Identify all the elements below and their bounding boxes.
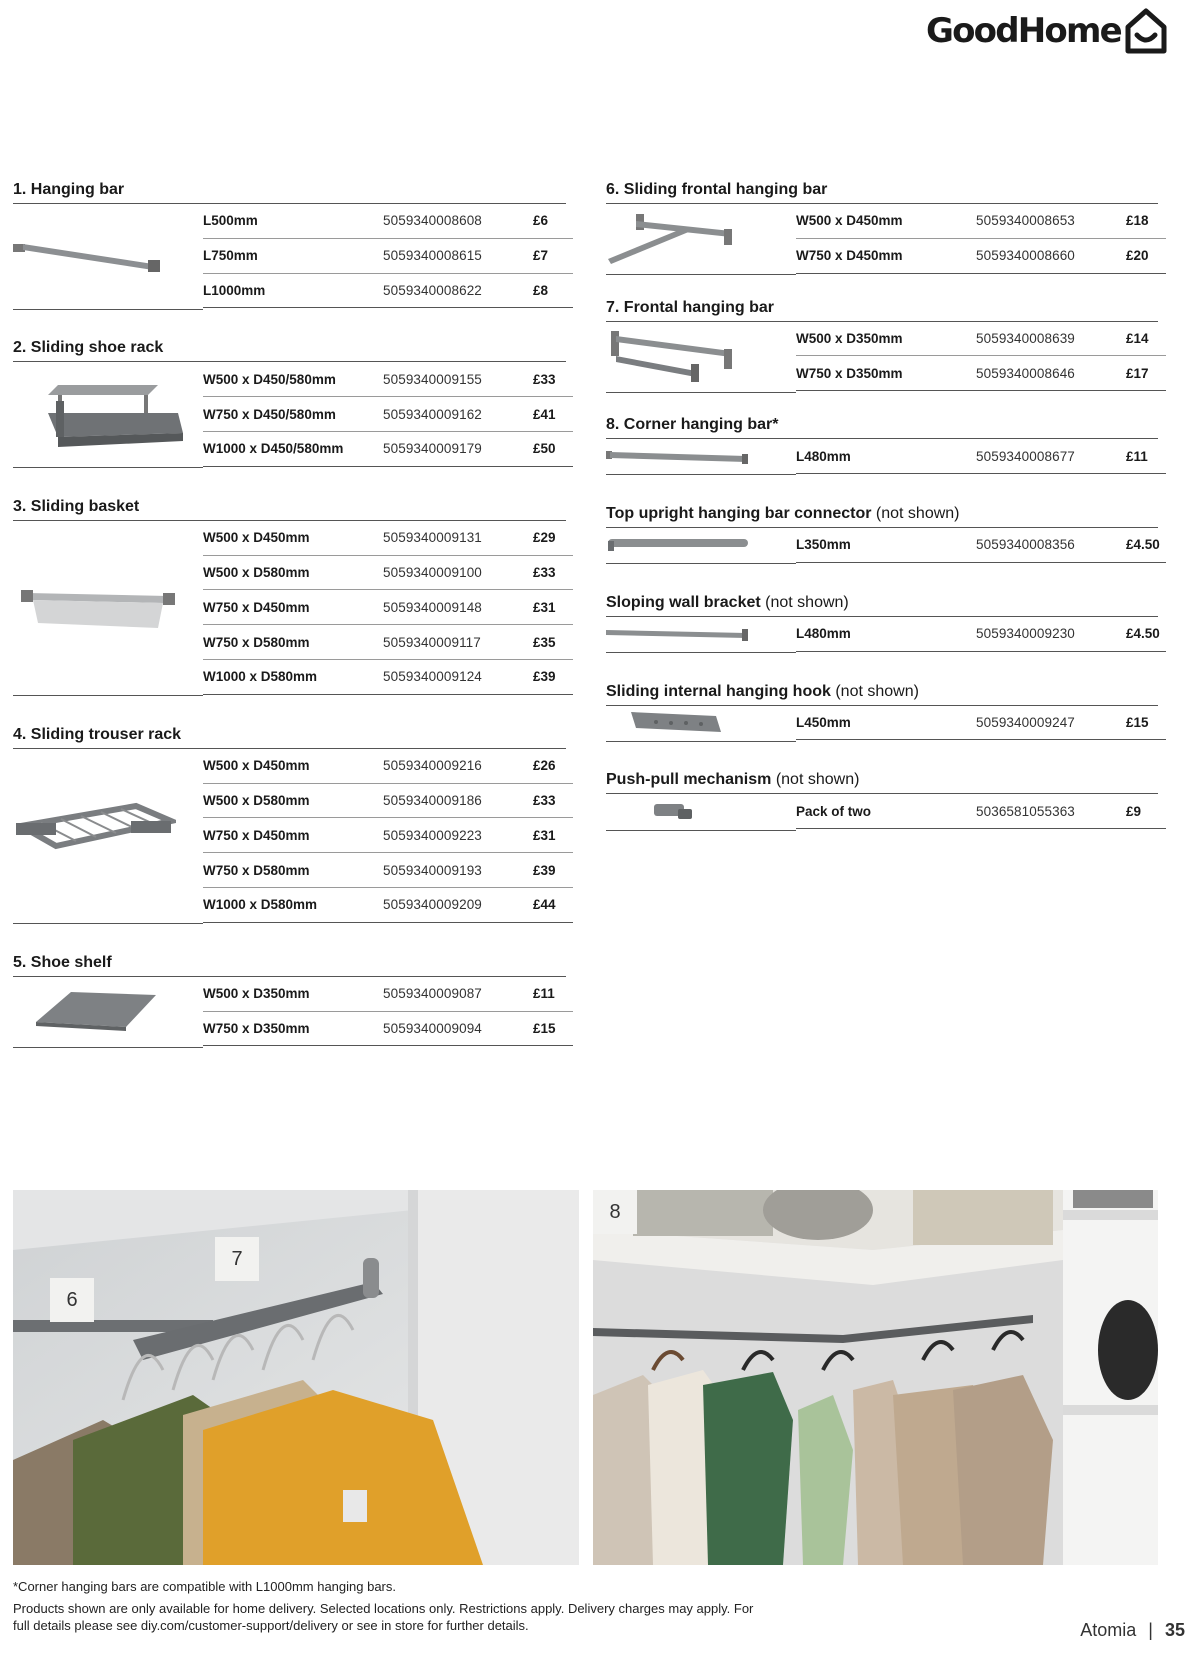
- wardrobe-photo-right: [593, 1190, 1158, 1565]
- product-price: £39: [533, 669, 556, 685]
- section-title-text: Top upright hanging bar connector: [606, 504, 872, 522]
- section-title-text: 2. Sliding shoe rack: [13, 339, 164, 357]
- product-section: [13, 721, 566, 923]
- table-row: [203, 888, 573, 923]
- range-name: Atomia: [1080, 1620, 1137, 1640]
- product-size: Pack of two: [796, 803, 872, 819]
- price-rows: [203, 362, 573, 466]
- product-price: £8: [533, 282, 549, 298]
- product-price: £41: [533, 406, 556, 422]
- corner-bar-icon: [606, 439, 796, 474]
- product-price: £4.50: [1126, 537, 1160, 553]
- product-size: W500 x D450mm: [203, 530, 310, 546]
- section-title-text: 1. Hanging bar: [13, 181, 125, 198]
- product-size: W1000 x D580mm: [203, 897, 318, 913]
- price-rows: [796, 617, 1166, 652]
- section-title-text: Sloping wall bracket: [606, 593, 761, 611]
- table-row: [203, 818, 573, 853]
- product-size: W750 x D580mm: [203, 634, 310, 650]
- price-rows: [796, 528, 1166, 563]
- page-number: 35: [1164, 1620, 1185, 1640]
- product-code: 5059340008622: [383, 282, 482, 298]
- product-code: 5059340008677: [976, 448, 1075, 464]
- product-price: £17: [1126, 365, 1149, 381]
- product-price: £20: [1126, 248, 1149, 264]
- product-size: W500 x D580mm: [203, 564, 310, 580]
- table-row: [203, 432, 573, 467]
- photo-badge-7: 7: [215, 1237, 259, 1281]
- product-section: [13, 493, 566, 695]
- product-price: £15: [1126, 714, 1149, 730]
- product-size: L480mm: [796, 448, 851, 464]
- hanging-hook-icon: [606, 706, 796, 741]
- product-price: £50: [533, 441, 556, 457]
- basket-icon: [13, 521, 203, 695]
- product-code: 5059340008615: [383, 248, 482, 264]
- product-code: 5059340009216: [383, 758, 482, 774]
- product-price: £35: [533, 634, 556, 650]
- section-title: [606, 589, 1158, 617]
- photo-frontal-hanging-bars: [13, 1190, 579, 1565]
- product-size: W750 x D350mm: [796, 365, 903, 381]
- table-row: [203, 784, 573, 819]
- table-row: [203, 853, 573, 888]
- product-section: [606, 678, 1158, 741]
- product-code: 5059340008653: [976, 213, 1075, 229]
- product-size: W750 x D450mm: [203, 599, 310, 615]
- product-code: 5059340009179: [383, 441, 482, 457]
- product-code: 5059340009131: [383, 530, 482, 546]
- hanging-bar-icon: [13, 204, 203, 308]
- product-size: W750 x D450/580mm: [203, 406, 336, 422]
- product-price: £39: [533, 862, 556, 878]
- table-row: [796, 528, 1166, 563]
- product-size: W750 x D580mm: [203, 862, 310, 878]
- table-row: [796, 439, 1166, 474]
- product-size: L500mm: [203, 213, 258, 229]
- connector-icon: [606, 528, 796, 563]
- table-row: [796, 239, 1166, 274]
- table-row: [203, 590, 573, 625]
- trouser-rack-icon: [13, 749, 203, 923]
- section-title-text: 7. Frontal hanging bar: [606, 298, 775, 316]
- product-price: £29: [533, 530, 556, 546]
- delivery-footnote: Products shown are only available for home delivery. Selected locations only. Restrictions apply. Delivery charges may apply. For full details please see diy.com/customer-support/delivery or see in store for further details.: [13, 1601, 754, 1633]
- product-price: £14: [1126, 330, 1149, 346]
- product-section: [606, 294, 1158, 392]
- price-rows: [203, 521, 573, 695]
- product-section: [13, 334, 566, 466]
- brand-logo: [926, 6, 1188, 56]
- table-row: [796, 356, 1166, 391]
- product-column-right: [606, 176, 1158, 829]
- product-code: 5059340009186: [383, 792, 482, 808]
- product-code: 5059340009223: [383, 827, 482, 843]
- price-rows: [796, 706, 1166, 741]
- table-row: [796, 794, 1166, 829]
- section-title-text: Push-pull mechanism: [606, 771, 772, 789]
- product-price: £9: [1126, 803, 1142, 819]
- table-row: [796, 706, 1166, 741]
- product-section: [13, 949, 566, 1047]
- product-size: W1000 x D580mm: [203, 669, 318, 685]
- product-code: 5059340009193: [383, 862, 482, 878]
- product-price: £11: [533, 986, 555, 1002]
- product-size: W500 x D450/580mm: [203, 371, 336, 387]
- product-code: 5059340008646: [976, 365, 1075, 381]
- product-code: 5059340009209: [383, 897, 482, 913]
- table-row: [203, 625, 573, 660]
- footnotes: [13, 1578, 773, 1639]
- product-price: £7: [533, 248, 549, 264]
- table-row: [796, 617, 1166, 652]
- section-title: [606, 766, 1158, 794]
- product-size: L480mm: [796, 626, 851, 642]
- product-price: £6: [533, 213, 549, 229]
- section-title-text: 8. Corner hanging bar*: [606, 416, 779, 434]
- house-icon: [1124, 7, 1168, 55]
- product-column-left: [13, 176, 566, 1046]
- price-rows: [796, 439, 1166, 474]
- product-code: 5059340008608: [383, 213, 482, 229]
- price-rows: [203, 977, 573, 1047]
- product-size: L350mm: [796, 537, 851, 553]
- photo-corner-hanging-bar: [593, 1190, 1158, 1565]
- section-title: [13, 949, 566, 977]
- table-row: [203, 274, 573, 309]
- table-row: [203, 977, 573, 1012]
- table-row: [203, 204, 573, 239]
- price-rows: [796, 794, 1166, 829]
- product-code: 5059340008639: [976, 330, 1075, 346]
- product-code: 5059340009124: [383, 669, 482, 685]
- table-row: [203, 1012, 573, 1047]
- section-title: [13, 334, 566, 362]
- table-row: [203, 660, 573, 695]
- lifestyle-photos: [13, 1190, 1158, 1565]
- product-price: £33: [533, 792, 556, 808]
- table-row: [796, 204, 1166, 239]
- product-size: W750 x D450mm: [203, 827, 310, 843]
- product-code: 5059340009094: [383, 1020, 482, 1036]
- shoe-rack-icon: [13, 362, 203, 466]
- product-code: 5059340009117: [383, 634, 481, 650]
- wardrobe-photo-left: [13, 1190, 579, 1565]
- product-price: £11: [1126, 448, 1148, 464]
- section-title: [606, 678, 1158, 706]
- product-price: £26: [533, 758, 556, 774]
- section-title-text: 6. Sliding frontal hanging bar: [606, 181, 828, 198]
- photo-badge-8: 8: [593, 1190, 637, 1234]
- product-size: L1000mm: [203, 282, 266, 298]
- product-code: 5059340009100: [383, 564, 482, 580]
- wall-bracket-icon: [606, 617, 796, 652]
- corner-bar-footnote: *Corner hanging bars are compatible with L1000mm hanging bars.: [13, 1579, 396, 1594]
- section-title: [606, 294, 1158, 322]
- table-row: [796, 322, 1166, 357]
- product-size: L750mm: [203, 248, 258, 264]
- footer-separator: |: [1148, 1620, 1153, 1640]
- section-title-text: Sliding internal hanging hook: [606, 682, 831, 700]
- product-section: [606, 766, 1158, 829]
- product-price: £44: [533, 897, 556, 913]
- table-row: [203, 362, 573, 397]
- section-title-note: (not shown): [760, 593, 849, 611]
- shoe-shelf-icon: [13, 977, 203, 1047]
- product-code: 5059340009155: [383, 371, 482, 387]
- section-title: [13, 493, 566, 521]
- price-rows: [796, 322, 1166, 392]
- section-title: [606, 500, 1158, 528]
- product-price: £15: [533, 1020, 556, 1036]
- table-row: [203, 749, 573, 784]
- section-title: [606, 176, 1158, 204]
- product-code: 5059340009162: [383, 406, 482, 422]
- product-size: W1000 x D450/580mm: [203, 441, 344, 457]
- product-size: W750 x D450mm: [796, 248, 903, 264]
- frontal-bar-icon: [606, 322, 796, 392]
- table-row: [203, 397, 573, 432]
- product-code: 5059340009148: [383, 599, 482, 615]
- product-size: W500 x D450mm: [203, 758, 310, 774]
- product-price: £4.50: [1126, 626, 1160, 642]
- product-code: 5036581055363: [976, 803, 1075, 819]
- product-section: [606, 411, 1158, 474]
- price-rows: [203, 204, 573, 308]
- product-code: 5059340008356: [976, 537, 1075, 553]
- section-title-note: (not shown): [830, 682, 919, 700]
- section-title-text: 3. Sliding basket: [13, 497, 140, 515]
- product-size: L450mm: [796, 714, 851, 730]
- table-row: [203, 239, 573, 274]
- product-code: 5059340009247: [976, 714, 1075, 730]
- section-title-note: (not shown): [771, 771, 860, 789]
- product-section: [13, 176, 566, 308]
- sliding-frontal-bar-icon: [606, 204, 796, 274]
- product-size: W750 x D350mm: [203, 1020, 310, 1036]
- logo-text: GoodHome: [926, 11, 1121, 51]
- product-size: W500 x D350mm: [796, 330, 903, 346]
- table-row: [203, 556, 573, 591]
- product-section: [606, 500, 1158, 563]
- product-price: £33: [533, 371, 556, 387]
- section-title-text: 5. Shoe shelf: [13, 953, 112, 971]
- product-size: W500 x D450mm: [796, 213, 903, 229]
- product-price: £33: [533, 564, 556, 580]
- price-rows: [796, 204, 1166, 274]
- section-title-text: 4. Sliding trouser rack: [13, 725, 182, 743]
- product-size: W500 x D580mm: [203, 792, 310, 808]
- section-title-note: (not shown): [871, 504, 960, 522]
- section-title: [13, 176, 566, 204]
- photo-badge-6: 6: [50, 1278, 94, 1322]
- push-pull-icon: [606, 794, 796, 829]
- page-footer: [1080, 1620, 1185, 1641]
- product-price: £18: [1126, 213, 1149, 229]
- product-code: 5059340008660: [976, 248, 1075, 264]
- product-price: £31: [533, 827, 556, 843]
- product-code: 5059340009087: [383, 986, 482, 1002]
- product-section: [606, 589, 1158, 652]
- price-rows: [203, 749, 573, 923]
- product-section: [606, 176, 1158, 274]
- product-price: £31: [533, 599, 556, 615]
- table-row: [203, 521, 573, 556]
- product-code: 5059340009230: [976, 626, 1075, 642]
- section-title: [606, 411, 1158, 439]
- product-size: W500 x D350mm: [203, 986, 310, 1002]
- section-title: [13, 721, 566, 749]
